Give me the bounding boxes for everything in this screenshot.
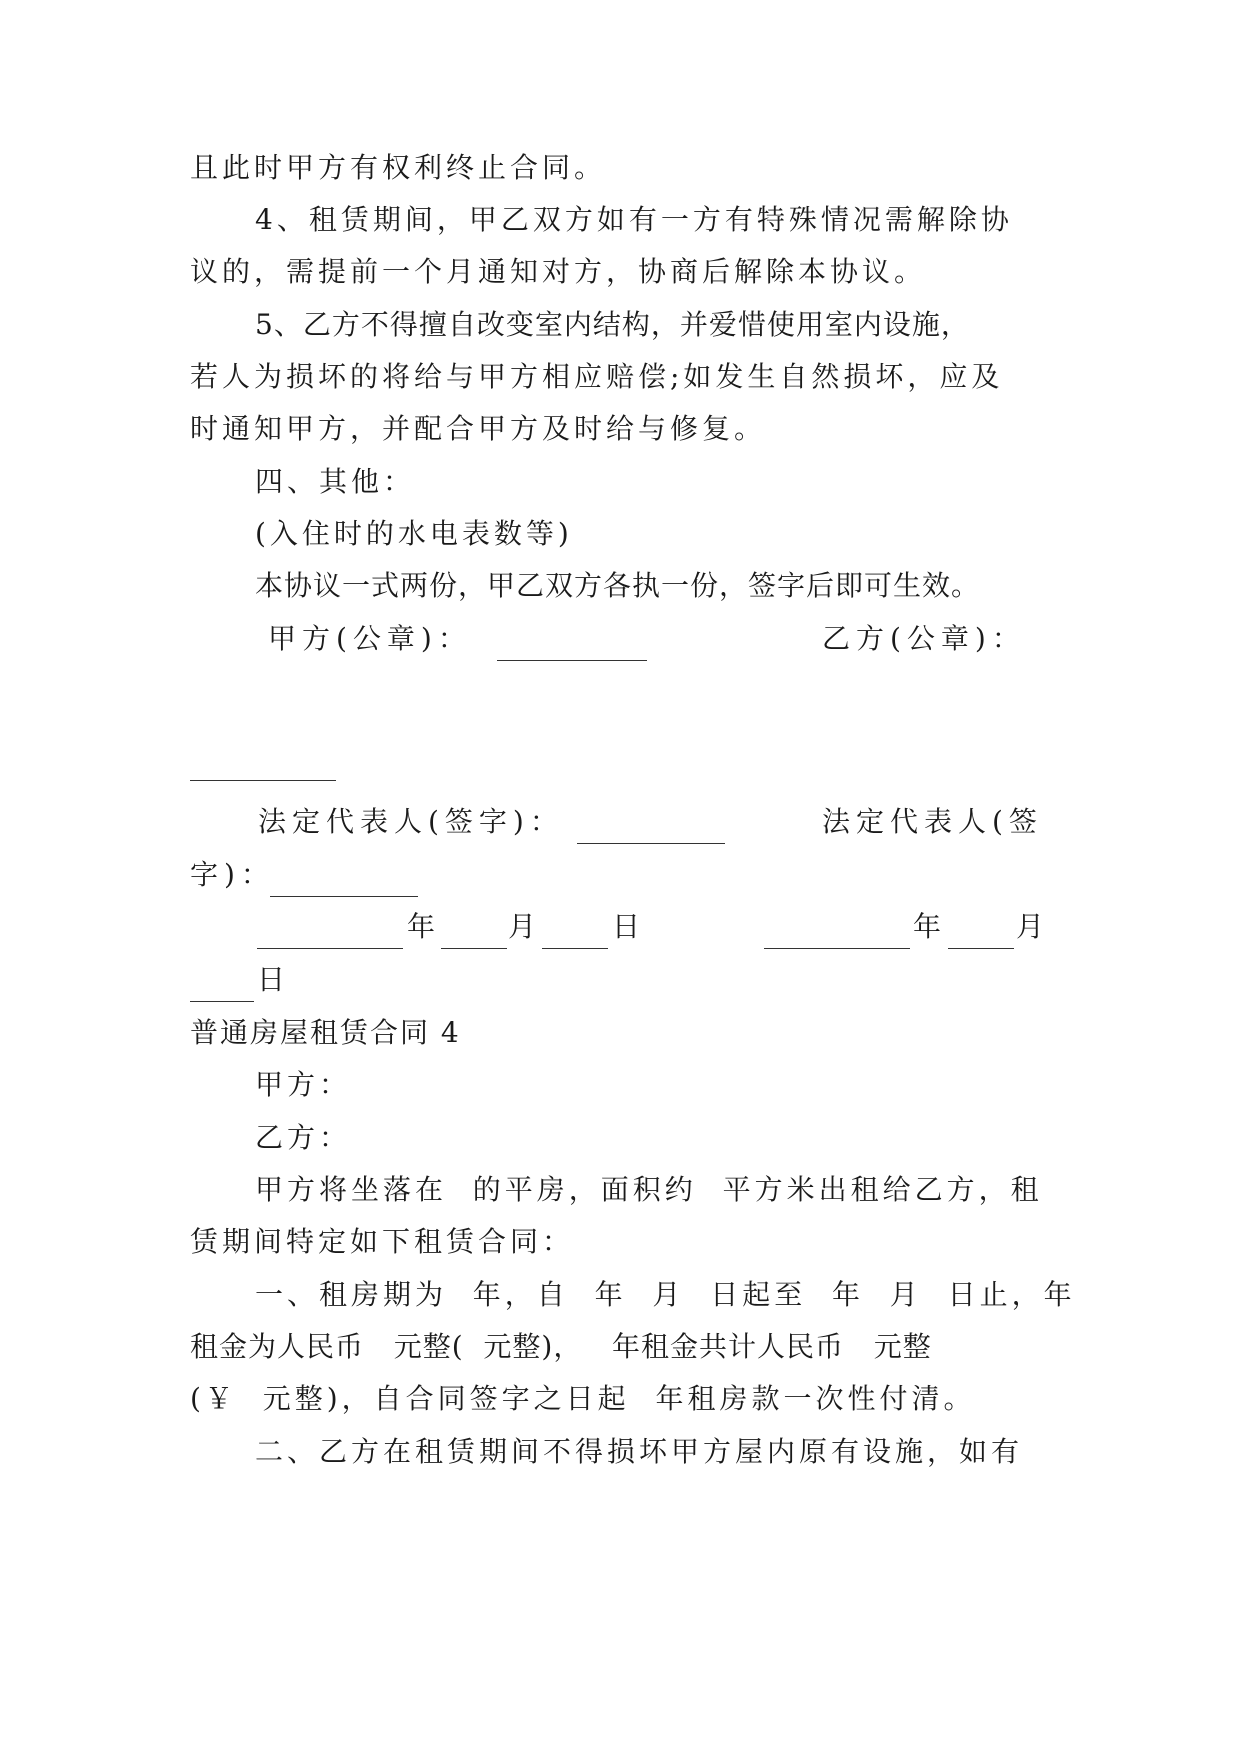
text-line: 一、租房期为 年，自 年 月 日起至 年 月 日止，年 [255,1278,1076,1311]
party-a-rep-blank [577,817,725,844]
date-a-year-blank [257,922,403,949]
party-a-seal-blank [497,634,647,661]
date-a-year-label: 年 [407,910,442,943]
text-line: 甲方将坐落在 的平房，面积约 平方米出租给乙方，租 [255,1173,1043,1206]
party-b-rep-label-cont: 字)： [190,858,275,891]
date-a-day-blank [542,922,608,949]
date-b-month-blank [948,922,1014,949]
party-b-label: 乙方： [255,1121,352,1154]
date-a-day-label: 日 [612,910,647,943]
party-b-rep-blank [270,870,418,897]
text-line: (入住时的水电表数等) [255,517,573,550]
date-b-day-blank [190,975,254,1002]
party-a-seal-label: 甲方(公章)： [268,622,472,655]
text-line: 租金为人民币 元整( 元整)， 年租金共计人民币 元整 [190,1330,932,1363]
contract-title: 普通房屋租赁合同 4 [190,1016,461,1049]
text-line: 议的，需提前一个月通知对方，协商后解除本协议。 [190,255,927,288]
party-b-seal-label: 乙方(公章)： [822,622,1026,655]
party-a-label: 甲方： [255,1068,352,1101]
party-b-seal-blank [190,754,336,781]
text-line: 二、乙方在租赁期间不得损坏甲方屋内原有设施，如有 [255,1435,1024,1468]
date-a-month-blank [441,922,507,949]
section-heading: 四、其他： [255,465,416,498]
party-b-rep-label: 法定代表人(签 [822,805,1043,838]
text-line: 赁期间特定如下租赁合同： [190,1225,575,1258]
text-line: 且此时甲方有权利终止合同。 [190,151,607,184]
text-line: 若人为损坏的将给与甲方相应赔偿;如发生自然损坏，应及 [190,360,1004,393]
text-line: 时通知甲方，并配合甲方及时给与修复。 [190,412,767,445]
date-a-month-label: 月 [508,910,543,943]
text-line: 本协议一式两份，甲乙双方各执一份，签字后即可生效。 [255,569,981,602]
text-line: 5、乙方不得擅自改变室内结构，并爱惜使用室内设施， [255,308,970,341]
date-b-month-label: 月 [1016,910,1051,943]
text-line: 4、租赁期间，甲乙双方如有一方有特殊情况需解除协 [255,203,1013,236]
party-a-rep-label: 法定代表人(签字)： [258,805,564,838]
text-line: (￥ 元整)，自合同签字之日起 年租房款一次性付清。 [190,1382,976,1415]
date-b-day-label: 日 [257,963,292,996]
date-b-year-blank [764,922,910,949]
date-b-year-label: 年 [913,910,948,943]
